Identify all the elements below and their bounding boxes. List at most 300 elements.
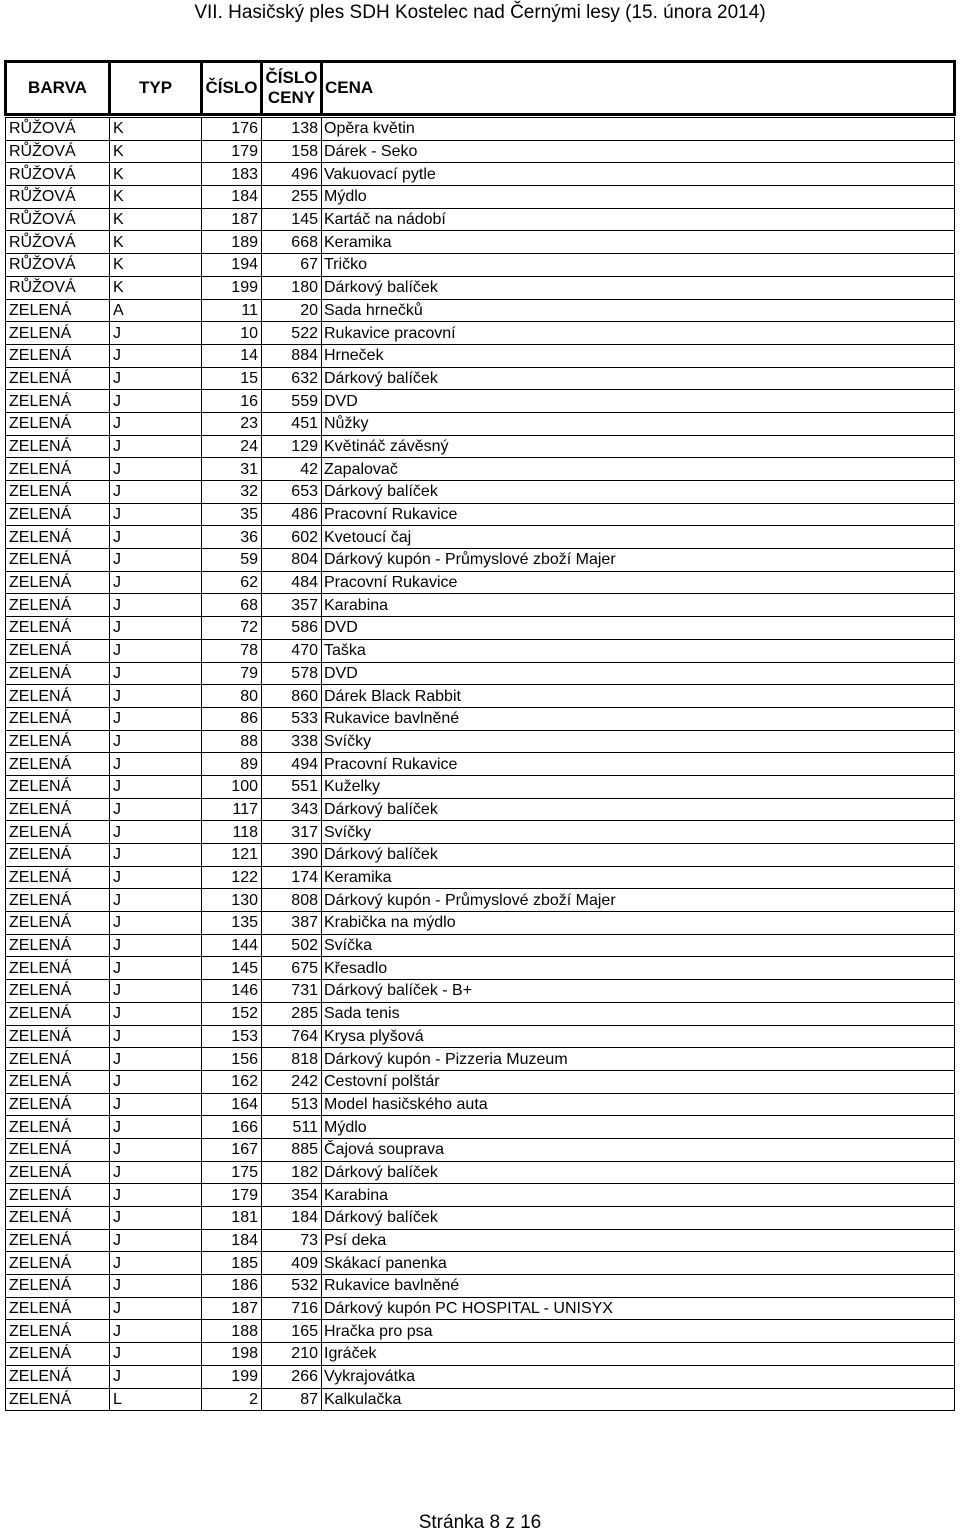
cislo-ceny-cell: 73 <box>262 1229 322 1252</box>
cena-cell: Vykrajovátka <box>322 1365 955 1388</box>
typ-cell: J <box>110 390 202 413</box>
typ-cell: J <box>110 889 202 912</box>
barva-cell: RŮŽOVÁ <box>6 208 110 231</box>
typ-cell: K <box>110 163 202 186</box>
barva-cell: ZELENÁ <box>6 571 110 594</box>
barva-cell: ZELENÁ <box>6 730 110 753</box>
cislo-ceny-cell: 860 <box>262 685 322 708</box>
barva-cell: ZELENÁ <box>6 1138 110 1161</box>
barva-cell: ZELENÁ <box>6 1320 110 1343</box>
page-number: Stránka 8 z 16 <box>418 1512 542 1533</box>
typ-cell: J <box>110 1161 202 1184</box>
cislo-cell: 24 <box>202 435 262 458</box>
cislo-cell: 130 <box>202 889 262 912</box>
table-row <box>6 1116 955 1139</box>
cislo-cell: 59 <box>202 549 262 572</box>
table-row <box>6 957 955 980</box>
table-row <box>6 344 955 367</box>
cislo-ceny-cell: 668 <box>262 231 322 254</box>
cislo-cell: 100 <box>202 775 262 798</box>
cislo-cell: 188 <box>202 1320 262 1343</box>
cislo-cell: 183 <box>202 163 262 186</box>
cislo-cell: 89 <box>202 753 262 776</box>
barva-cell: ZELENÁ <box>6 1343 110 1366</box>
cislo-cell: 167 <box>202 1138 262 1161</box>
barva-cell: ZELENÁ <box>6 912 110 935</box>
table-row <box>6 889 955 912</box>
typ-cell: K <box>110 208 202 231</box>
table-row <box>6 775 955 798</box>
barva-cell: RŮŽOVÁ <box>6 163 110 186</box>
cislo-cell: 86 <box>202 707 262 730</box>
typ-cell: J <box>110 617 202 640</box>
barva-cell: ZELENÁ <box>6 549 110 572</box>
cislo-ceny-cell: 533 <box>262 707 322 730</box>
cena-cell: Pracovní Rukavice <box>322 753 955 776</box>
cislo-ceny-cell: 551 <box>262 775 322 798</box>
table-row <box>6 390 955 413</box>
table-row <box>6 821 955 844</box>
cislo-ceny-cell: 184 <box>262 1207 322 1230</box>
cena-cell: Opěra květin <box>322 118 955 141</box>
table-row <box>6 322 955 345</box>
cena-cell: Krabička na mýdlo <box>322 912 955 935</box>
cena-cell: Květináč závěsný <box>322 435 955 458</box>
cena-cell: Kalkulačka <box>322 1388 955 1411</box>
barva-cell: ZELENÁ <box>6 707 110 730</box>
column-header-cislo-ceny <box>262 62 322 115</box>
barva-cell: ZELENÁ <box>6 594 110 617</box>
typ-cell: J <box>110 344 202 367</box>
cislo-cell: 31 <box>202 458 262 481</box>
cislo-ceny-cell: 67 <box>262 254 322 277</box>
table-row <box>6 1002 955 1025</box>
cislo-ceny-cell: 138 <box>262 118 322 141</box>
cislo-cell: 187 <box>202 1297 262 1320</box>
table-row <box>6 526 955 549</box>
cislo-ceny-cell: 343 <box>262 798 322 821</box>
cislo-ceny-cell: 20 <box>262 299 322 322</box>
table-row <box>6 594 955 617</box>
table-row <box>6 1365 955 1388</box>
cislo-cell: 164 <box>202 1093 262 1116</box>
cislo-ceny-cell: 357 <box>262 594 322 617</box>
cena-cell: Dárkový kupón - Průmyslové zboží Majer <box>322 889 955 912</box>
cena-cell: Pracovní Rukavice <box>322 503 955 526</box>
cislo-ceny-cell: 496 <box>262 163 322 186</box>
cislo-ceny-cell: 559 <box>262 390 322 413</box>
barva-cell: ZELENÁ <box>6 1207 110 1230</box>
cislo-ceny-cell: 354 <box>262 1184 322 1207</box>
barva-cell: ZELENÁ <box>6 1093 110 1116</box>
cislo-cell: 88 <box>202 730 262 753</box>
table-row <box>6 1093 955 1116</box>
cislo-cell: 23 <box>202 412 262 435</box>
table-header <box>6 62 955 118</box>
typ-cell: J <box>110 639 202 662</box>
cislo-cell: 135 <box>202 912 262 935</box>
table-row <box>6 662 955 685</box>
barva-cell: ZELENÁ <box>6 481 110 504</box>
cislo-cell: 72 <box>202 617 262 640</box>
typ-cell: K <box>110 231 202 254</box>
cena-cell: Pracovní Rukavice <box>322 571 955 594</box>
barva-cell: RŮŽOVÁ <box>6 118 110 141</box>
typ-cell: J <box>110 571 202 594</box>
cislo-cell: 144 <box>202 934 262 957</box>
cislo-cell: 179 <box>202 140 262 163</box>
table-row <box>6 753 955 776</box>
cislo-ceny-cell: 451 <box>262 412 322 435</box>
cislo-ceny-cell: 764 <box>262 1025 322 1048</box>
column-header-barva: BARVA <box>6 62 110 115</box>
cislo-ceny-cell: 494 <box>262 753 322 776</box>
cislo-ceny-cell: 502 <box>262 934 322 957</box>
table-row <box>6 1320 955 1343</box>
table-row <box>6 1388 955 1411</box>
cena-cell: Svíčky <box>322 730 955 753</box>
cena-cell: Kvetoucí čaj <box>322 526 955 549</box>
cena-cell: Dárkový balíček <box>322 481 955 504</box>
typ-cell: J <box>110 866 202 889</box>
cislo-ceny-cell: 174 <box>262 866 322 889</box>
table-row <box>6 1184 955 1207</box>
barva-cell: ZELENÁ <box>6 685 110 708</box>
cislo-cell: 68 <box>202 594 262 617</box>
barva-cell: ZELENÁ <box>6 435 110 458</box>
cislo-ceny-cell: 180 <box>262 276 322 299</box>
barva-cell: ZELENÁ <box>6 1184 110 1207</box>
table-row <box>6 798 955 821</box>
cislo-cell: 181 <box>202 1207 262 1230</box>
cislo-ceny-cell: 578 <box>262 662 322 685</box>
typ-cell: J <box>110 685 202 708</box>
cena-cell: Dárek Black Rabbit <box>322 685 955 708</box>
typ-cell: J <box>110 844 202 867</box>
barva-cell: ZELENÁ <box>6 503 110 526</box>
typ-cell: J <box>110 1252 202 1275</box>
barva-cell: ZELENÁ <box>6 1116 110 1139</box>
barva-cell: ZELENÁ <box>6 775 110 798</box>
cena-cell: Dárkový balíček <box>322 1207 955 1230</box>
cislo-cell: 152 <box>202 1002 262 1025</box>
typ-cell: J <box>110 458 202 481</box>
table-row <box>6 1138 955 1161</box>
barva-cell: ZELENÁ <box>6 1048 110 1071</box>
barva-cell: ZELENÁ <box>6 1002 110 1025</box>
cislo-ceny-cell: 338 <box>262 730 322 753</box>
cislo-ceny-cell: 129 <box>262 435 322 458</box>
cena-cell: Dárkový kupón PC HOSPITAL - UNISYX <box>322 1297 955 1320</box>
cislo-ceny-cell: 484 <box>262 571 322 594</box>
cena-cell: Dárkový kupón - Pizzeria Muzeum <box>322 1048 955 1071</box>
cena-cell: Hrneček <box>322 344 955 367</box>
barva-cell: ZELENÁ <box>6 639 110 662</box>
table-row <box>6 299 955 322</box>
barva-cell: ZELENÁ <box>6 1252 110 1275</box>
cislo-cell: 16 <box>202 390 262 413</box>
typ-cell: J <box>110 481 202 504</box>
cislo-ceny-cell: 653 <box>262 481 322 504</box>
typ-cell: J <box>110 1116 202 1139</box>
typ-cell: J <box>110 1365 202 1388</box>
table-row <box>6 866 955 889</box>
table-row <box>6 639 955 662</box>
column-header-cena: CENA <box>322 62 955 115</box>
typ-cell: J <box>110 775 202 798</box>
table-row <box>6 1343 955 1366</box>
cislo-cell: 156 <box>202 1048 262 1071</box>
column-header-cislo-ceny-line1: ČÍSLO <box>265 68 318 87</box>
cena-cell: Tričko <box>322 254 955 277</box>
cena-cell: Psí deka <box>322 1229 955 1252</box>
typ-cell: J <box>110 435 202 458</box>
table-row <box>6 912 955 935</box>
cislo-cell: 184 <box>202 1229 262 1252</box>
table-row <box>6 503 955 526</box>
table-row <box>6 481 955 504</box>
table-row <box>6 458 955 481</box>
table-row <box>6 1229 955 1252</box>
typ-cell: K <box>110 118 202 141</box>
table-row <box>6 934 955 957</box>
cena-cell: Mýdlo <box>322 186 955 209</box>
cislo-cell: 62 <box>202 571 262 594</box>
cena-cell: Karabina <box>322 594 955 617</box>
cislo-ceny-cell: 165 <box>262 1320 322 1343</box>
typ-cell: J <box>110 1184 202 1207</box>
cena-cell: DVD <box>322 617 955 640</box>
typ-cell: J <box>110 730 202 753</box>
barva-cell: ZELENÁ <box>6 617 110 640</box>
table-body <box>6 118 955 1411</box>
cislo-cell: 36 <box>202 526 262 549</box>
cislo-ceny-cell: 210 <box>262 1343 322 1366</box>
cislo-ceny-cell: 390 <box>262 844 322 867</box>
table-row <box>6 254 955 277</box>
barva-cell: ZELENÁ <box>6 1365 110 1388</box>
cislo-cell: 176 <box>202 118 262 141</box>
cena-cell: Dárkový kupón - Průmyslové zboží Majer <box>322 549 955 572</box>
barva-cell: ZELENÁ <box>6 1297 110 1320</box>
typ-cell: J <box>110 1207 202 1230</box>
table-row <box>6 1025 955 1048</box>
cislo-cell: 175 <box>202 1161 262 1184</box>
table-row <box>6 140 955 163</box>
typ-cell: J <box>110 549 202 572</box>
typ-cell: J <box>110 1297 202 1320</box>
table-row <box>6 412 955 435</box>
typ-cell: K <box>110 254 202 277</box>
cislo-cell: 78 <box>202 639 262 662</box>
typ-cell: J <box>110 1025 202 1048</box>
cena-cell: Kartáč na nádobí <box>322 208 955 231</box>
cena-cell: Kuželky <box>322 775 955 798</box>
cena-cell: DVD <box>322 662 955 685</box>
cena-cell: Model hasičského auta <box>322 1093 955 1116</box>
typ-cell: J <box>110 980 202 1003</box>
typ-cell: J <box>110 707 202 730</box>
barva-cell: ZELENÁ <box>6 526 110 549</box>
table-row <box>6 367 955 390</box>
typ-cell: J <box>110 1229 202 1252</box>
cislo-cell: 11 <box>202 299 262 322</box>
cislo-cell: 153 <box>202 1025 262 1048</box>
cena-cell: Svíčky <box>322 821 955 844</box>
cena-cell: Dárkový balíček <box>322 276 955 299</box>
barva-cell: ZELENÁ <box>6 1275 110 1298</box>
typ-cell: J <box>110 322 202 345</box>
cena-cell: Sada tenis <box>322 1002 955 1025</box>
table-row <box>6 1207 955 1230</box>
typ-cell: K <box>110 186 202 209</box>
cislo-ceny-cell: 586 <box>262 617 322 640</box>
barva-cell: ZELENÁ <box>6 367 110 390</box>
cislo-ceny-cell: 145 <box>262 208 322 231</box>
cislo-cell: 199 <box>202 1365 262 1388</box>
column-header-cislo: ČÍSLO <box>202 62 262 115</box>
cislo-ceny-cell: 513 <box>262 1093 322 1116</box>
cena-cell: Krysa plyšová <box>322 1025 955 1048</box>
cislo-cell: 179 <box>202 1184 262 1207</box>
cislo-cell: 185 <box>202 1252 262 1275</box>
cena-cell: Dárkový balíček - B+ <box>322 980 955 1003</box>
cislo-ceny-cell: 602 <box>262 526 322 549</box>
cislo-cell: 199 <box>202 276 262 299</box>
barva-cell: ZELENÁ <box>6 390 110 413</box>
cena-cell: Vakuovací pytle <box>322 163 955 186</box>
cena-cell: Zapalovač <box>322 458 955 481</box>
cena-cell: Karabina <box>322 1184 955 1207</box>
cislo-ceny-cell: 716 <box>262 1297 322 1320</box>
cena-cell: Igráček <box>322 1343 955 1366</box>
typ-cell: J <box>110 412 202 435</box>
cislo-ceny-cell: 486 <box>262 503 322 526</box>
typ-cell: J <box>110 753 202 776</box>
typ-cell: J <box>110 1343 202 1366</box>
cislo-ceny-cell: 522 <box>262 322 322 345</box>
cislo-cell: 32 <box>202 481 262 504</box>
typ-cell: J <box>110 957 202 980</box>
table-row <box>6 118 955 141</box>
cislo-cell: 15 <box>202 367 262 390</box>
column-header-typ: TYP <box>110 62 202 115</box>
typ-cell: J <box>110 662 202 685</box>
page-title: VII. Hasičský ples SDH Kostelec nad Černými lesy (15. února 2014) <box>194 2 766 23</box>
cislo-cell: 189 <box>202 231 262 254</box>
barva-cell: RŮŽOVÁ <box>6 276 110 299</box>
cislo-ceny-cell: 387 <box>262 912 322 935</box>
table-row <box>6 730 955 753</box>
cena-cell: Křesadlo <box>322 957 955 980</box>
table-row <box>6 163 955 186</box>
typ-cell: J <box>110 1002 202 1025</box>
barva-cell: ZELENÁ <box>6 412 110 435</box>
typ-cell: J <box>110 503 202 526</box>
table-row <box>6 549 955 572</box>
typ-cell: J <box>110 1048 202 1071</box>
barva-cell: RŮŽOVÁ <box>6 254 110 277</box>
barva-cell: RŮŽOVÁ <box>6 140 110 163</box>
cislo-ceny-cell: 818 <box>262 1048 322 1071</box>
cislo-ceny-cell: 409 <box>262 1252 322 1275</box>
cislo-ceny-cell: 731 <box>262 980 322 1003</box>
cislo-cell: 10 <box>202 322 262 345</box>
table-row <box>6 435 955 458</box>
cislo-cell: 35 <box>202 503 262 526</box>
cena-cell: Dárkový balíček <box>322 1161 955 1184</box>
cena-cell: Dárkový balíček <box>322 798 955 821</box>
table-row <box>6 707 955 730</box>
cislo-ceny-cell: 42 <box>262 458 322 481</box>
typ-cell: J <box>110 594 202 617</box>
barva-cell: ZELENÁ <box>6 662 110 685</box>
cena-cell: DVD <box>322 390 955 413</box>
cislo-ceny-cell: 632 <box>262 367 322 390</box>
barva-cell: ZELENÁ <box>6 753 110 776</box>
table-row <box>6 1070 955 1093</box>
cislo-cell: 2 <box>202 1388 262 1411</box>
barva-cell: ZELENÁ <box>6 798 110 821</box>
table-row <box>6 1275 955 1298</box>
barva-cell: ZELENÁ <box>6 1025 110 1048</box>
barva-cell: ZELENÁ <box>6 866 110 889</box>
cislo-ceny-cell: 242 <box>262 1070 322 1093</box>
cislo-cell: 14 <box>202 344 262 367</box>
cena-cell: Hračka pro psa <box>322 1320 955 1343</box>
cena-cell: Dárkový balíček <box>322 367 955 390</box>
typ-cell: J <box>110 367 202 390</box>
cislo-cell: 186 <box>202 1275 262 1298</box>
barva-cell: ZELENÁ <box>6 1161 110 1184</box>
barva-cell: ZELENÁ <box>6 458 110 481</box>
cislo-ceny-cell: 266 <box>262 1365 322 1388</box>
cena-cell: Rukavice bavlněné <box>322 1275 955 1298</box>
typ-cell: L <box>110 1388 202 1411</box>
barva-cell: ZELENÁ <box>6 344 110 367</box>
typ-cell: K <box>110 140 202 163</box>
typ-cell: J <box>110 934 202 957</box>
cislo-ceny-cell: 182 <box>262 1161 322 1184</box>
barva-cell: ZELENÁ <box>6 299 110 322</box>
barva-cell: RŮŽOVÁ <box>6 186 110 209</box>
typ-cell: A <box>110 299 202 322</box>
cena-cell: Svíčka <box>322 934 955 957</box>
cislo-cell: 121 <box>202 844 262 867</box>
table-row <box>6 208 955 231</box>
table-row <box>6 1161 955 1184</box>
cena-cell: Dárkový balíček <box>322 844 955 867</box>
typ-cell: J <box>110 1275 202 1298</box>
cislo-ceny-cell: 885 <box>262 1138 322 1161</box>
typ-cell: J <box>110 1070 202 1093</box>
cena-cell: Skákací panenka <box>322 1252 955 1275</box>
cislo-cell: 122 <box>202 866 262 889</box>
barva-cell: ZELENÁ <box>6 322 110 345</box>
cislo-cell: 187 <box>202 208 262 231</box>
barva-cell: ZELENÁ <box>6 934 110 957</box>
column-header-cislo-ceny-line2: CENY <box>267 88 316 107</box>
table-row <box>6 276 955 299</box>
cena-cell: Keramika <box>322 231 955 254</box>
table-row <box>6 844 955 867</box>
cislo-ceny-cell: 255 <box>262 186 322 209</box>
cena-cell: Nůžky <box>322 412 955 435</box>
typ-cell: J <box>110 912 202 935</box>
typ-cell: J <box>110 1093 202 1116</box>
typ-cell: J <box>110 1138 202 1161</box>
cena-cell: Čajová souprava <box>322 1138 955 1161</box>
